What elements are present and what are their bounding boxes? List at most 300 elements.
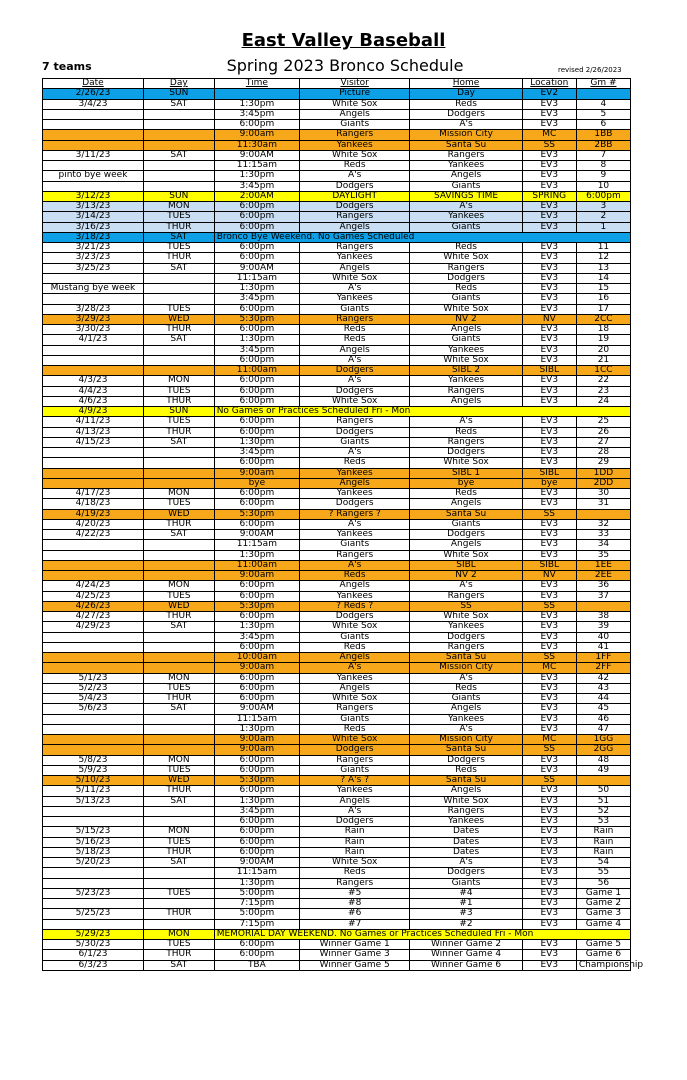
day-cell: SAT	[143, 232, 214, 242]
visitor-cell: Reds	[300, 868, 410, 878]
location-cell: EV3	[522, 448, 576, 458]
visitor-cell: White Sox	[300, 99, 410, 109]
time-cell: 3:45pm	[214, 806, 299, 816]
home-cell: #3	[410, 909, 522, 919]
day-cell: THUR	[143, 694, 214, 704]
home-cell: Reds	[410, 284, 522, 294]
home-cell: A's	[410, 581, 522, 591]
col-header-game-number: Gm #	[576, 79, 630, 89]
game-number-cell: 24	[576, 396, 630, 406]
table-row	[43, 612, 631, 622]
date-cell: 4/24/23	[43, 581, 144, 591]
game-number-cell: 35	[576, 550, 630, 560]
day-cell	[143, 120, 214, 130]
game-number-cell: 28	[576, 448, 630, 458]
home-cell: #4	[410, 888, 522, 898]
time-cell: 6:00pm	[214, 694, 299, 704]
time-cell: 7:15pm	[214, 899, 299, 909]
time-cell: 1:30pm	[214, 724, 299, 734]
visitor-cell: Angels	[300, 653, 410, 663]
day-cell	[143, 140, 214, 150]
visitor-cell: A's	[300, 284, 410, 294]
game-number-cell: Rain	[576, 847, 630, 857]
location-cell: SS	[522, 745, 576, 755]
day-cell: SAT	[143, 437, 214, 447]
location-cell: EV3	[522, 335, 576, 345]
location-cell: SS	[522, 653, 576, 663]
game-number-cell: 1DD	[576, 468, 630, 478]
time-cell: 3:45pm	[214, 448, 299, 458]
date-cell	[43, 273, 144, 283]
game-number-cell: 27	[576, 437, 630, 447]
schedule-subtitle: Spring 2023 Bronco Schedule	[226, 56, 464, 75]
day-cell	[143, 109, 214, 119]
visitor-cell: Angels	[300, 263, 410, 273]
time-cell: 9:00AM	[214, 263, 299, 273]
location-cell: EV3	[522, 222, 576, 232]
day-cell: MON	[143, 673, 214, 683]
visitor-cell: Rangers	[300, 755, 410, 765]
date-cell: 4/6/23	[43, 396, 144, 406]
col-header-home: Home	[410, 79, 522, 89]
visitor-cell: Rangers	[300, 878, 410, 888]
visitor-cell: White Sox	[300, 694, 410, 704]
table-row	[43, 437, 631, 447]
day-cell	[143, 181, 214, 191]
location-cell: SPRING	[522, 191, 576, 201]
day-cell: WED	[143, 314, 214, 324]
date-cell: 4/11/23	[43, 417, 144, 427]
day-cell: MON	[143, 202, 214, 212]
date-cell: 5/4/23	[43, 694, 144, 704]
location-cell: EV3	[522, 109, 576, 119]
table-row	[43, 489, 631, 499]
location-cell: EV3	[522, 806, 576, 816]
date-cell	[43, 724, 144, 734]
visitor-cell: White Sox	[300, 150, 410, 160]
date-cell: 4/25/23	[43, 591, 144, 601]
date-cell: 3/12/23	[43, 191, 144, 201]
home-cell: Reds	[410, 99, 522, 109]
date-cell: 5/8/23	[43, 755, 144, 765]
game-number-cell: 1	[576, 222, 630, 232]
visitor-cell: Angels	[300, 581, 410, 591]
game-number-cell: 55	[576, 868, 630, 878]
location-cell: EV2	[522, 89, 576, 99]
table-row	[43, 335, 631, 345]
table-row	[43, 786, 631, 796]
day-cell	[143, 294, 214, 304]
date-cell	[43, 161, 144, 171]
home-cell: Dodgers	[410, 530, 522, 540]
visitor-cell: Reds	[300, 458, 410, 468]
table-row	[43, 796, 631, 806]
day-cell	[143, 642, 214, 652]
location-cell: EV3	[522, 765, 576, 775]
day-cell: SAT	[143, 960, 214, 970]
day-cell	[143, 345, 214, 355]
location-cell: EV3	[522, 284, 576, 294]
table-row	[43, 755, 631, 765]
table-row	[43, 919, 631, 929]
home-cell: SIBL 2	[410, 366, 522, 376]
visitor-cell: A's	[300, 171, 410, 181]
table-row	[43, 776, 631, 786]
visitor-cell: Giants	[300, 304, 410, 314]
game-number-cell: 44	[576, 694, 630, 704]
date-cell	[43, 560, 144, 570]
home-cell: Winner Game 2	[410, 940, 522, 950]
date-cell: 3/23/23	[43, 253, 144, 263]
visitor-cell: Rangers	[300, 550, 410, 560]
location-cell: EV3	[522, 181, 576, 191]
location-cell: EV3	[522, 960, 576, 970]
table-row	[43, 868, 631, 878]
visitor-cell: ? Reds ?	[300, 601, 410, 611]
game-number-cell: 16	[576, 294, 630, 304]
time-cell: 5:30pm	[214, 314, 299, 324]
day-cell	[143, 724, 214, 734]
location-cell: MC	[522, 663, 576, 673]
game-number-cell: 54	[576, 858, 630, 868]
visitor-cell: Dodgers	[300, 202, 410, 212]
time-cell: 6:00pm	[214, 355, 299, 365]
col-header-date: Date	[43, 79, 144, 89]
home-cell: SS	[410, 601, 522, 611]
game-number-cell: Game 4	[576, 919, 630, 929]
location-cell: EV3	[522, 499, 576, 509]
date-cell	[43, 294, 144, 304]
location-cell: NV	[522, 314, 576, 324]
day-cell: SAT	[143, 150, 214, 160]
table-row	[43, 284, 631, 294]
game-number-cell: 47	[576, 724, 630, 734]
visitor-cell: A's	[300, 376, 410, 386]
location-cell: EV3	[522, 150, 576, 160]
game-number-cell: Game 1	[576, 888, 630, 898]
game-number-cell: 34	[576, 540, 630, 550]
date-cell: 5/15/23	[43, 827, 144, 837]
home-cell: Giants	[410, 335, 522, 345]
col-header-day: Day	[143, 79, 214, 89]
visitor-cell: Yankees	[300, 489, 410, 499]
game-number-cell: 2GG	[576, 745, 630, 755]
home-cell: Giants	[410, 694, 522, 704]
time-cell: 9:00AM	[214, 704, 299, 714]
location-cell: EV3	[522, 796, 576, 806]
date-cell: 4/1/23	[43, 335, 144, 345]
time-cell: 6:00pm	[214, 765, 299, 775]
table-row	[43, 581, 631, 591]
visitor-cell: Giants	[300, 632, 410, 642]
page-title: East Valley Baseball	[241, 30, 446, 51]
home-cell: SIBL 1	[410, 468, 522, 478]
date-cell: 5/30/23	[43, 940, 144, 950]
time-cell: 3:45pm	[214, 109, 299, 119]
time-cell: 5:30pm	[214, 776, 299, 786]
time-cell: 6:00pm	[214, 376, 299, 386]
table-row	[43, 181, 631, 191]
home-cell: A's	[410, 673, 522, 683]
day-cell	[143, 540, 214, 550]
time-cell: 6:00pm	[214, 212, 299, 222]
home-cell: Santa Su	[410, 776, 522, 786]
table-row	[43, 253, 631, 263]
time-cell: 6:00pm	[214, 642, 299, 652]
game-number-cell: 40	[576, 632, 630, 642]
day-cell	[143, 714, 214, 724]
revised-date: revised 2/26/2023	[558, 66, 622, 74]
table-row	[43, 899, 631, 909]
date-cell: 3/16/23	[43, 222, 144, 232]
visitor-cell: White Sox	[300, 735, 410, 745]
day-cell: THUR	[143, 786, 214, 796]
day-cell: SAT	[143, 99, 214, 109]
visitor-cell: ? A's ?	[300, 776, 410, 786]
date-cell: 3/21/23	[43, 243, 144, 253]
location-cell: EV3	[522, 304, 576, 314]
visitor-cell: Rangers	[300, 212, 410, 222]
location-cell: EV3	[522, 673, 576, 683]
home-cell: Rangers	[410, 150, 522, 160]
time-cell: 6:00pm	[214, 427, 299, 437]
time-cell: 11:30am	[214, 140, 299, 150]
time-cell: 3:45pm	[214, 181, 299, 191]
day-cell	[143, 919, 214, 929]
game-number-cell: 2BB	[576, 140, 630, 150]
table-row	[43, 448, 631, 458]
time-cell: 7:15pm	[214, 919, 299, 929]
table-row	[43, 601, 631, 611]
game-number-cell	[576, 89, 630, 99]
time-cell: 9:00AM	[214, 150, 299, 160]
time-cell: 6:00pm	[214, 120, 299, 130]
time-cell: 1:30pm	[214, 550, 299, 560]
game-number-cell: 1BB	[576, 130, 630, 140]
game-number-cell: 23	[576, 386, 630, 396]
location-cell: EV3	[522, 540, 576, 550]
time-cell: 6:00pm	[214, 847, 299, 857]
date-cell: 4/3/23	[43, 376, 144, 386]
visitor-cell: Rain	[300, 847, 410, 857]
day-cell: THUR	[143, 847, 214, 857]
visitor-cell: Dodgers	[300, 499, 410, 509]
time-cell: 11:00am	[214, 560, 299, 570]
home-cell: SIBL	[410, 560, 522, 570]
location-cell: EV3	[522, 417, 576, 427]
table-row	[43, 560, 631, 570]
table-row	[43, 130, 631, 140]
home-cell: Santa Su	[410, 509, 522, 519]
home-cell: White Sox	[410, 253, 522, 263]
game-number-cell	[576, 776, 630, 786]
table-row	[43, 273, 631, 283]
date-cell	[43, 458, 144, 468]
location-cell: EV3	[522, 345, 576, 355]
location-cell: MC	[522, 735, 576, 745]
home-cell: A's	[410, 724, 522, 734]
home-cell: Rangers	[410, 642, 522, 652]
table-row	[43, 591, 631, 601]
time-cell: 6:00pm	[214, 222, 299, 232]
date-cell	[43, 140, 144, 150]
time-cell: 6:00pm	[214, 325, 299, 335]
date-cell: 4/27/23	[43, 612, 144, 622]
day-cell: THUR	[143, 325, 214, 335]
visitor-cell: Yankees	[300, 294, 410, 304]
game-number-cell: 9	[576, 171, 630, 181]
table-row	[43, 407, 631, 417]
table-row	[43, 355, 631, 365]
location-cell: SS	[522, 776, 576, 786]
game-number-cell: 38	[576, 612, 630, 622]
home-cell: Dates	[410, 837, 522, 847]
game-number-cell: Rain	[576, 827, 630, 837]
home-cell: Rangers	[410, 437, 522, 447]
home-cell: Giants	[410, 181, 522, 191]
visitor-cell: Reds	[300, 161, 410, 171]
game-number-cell: 17	[576, 304, 630, 314]
visitor-cell: Winner Game 1	[300, 940, 410, 950]
date-cell	[43, 478, 144, 488]
home-cell: Angels	[410, 540, 522, 550]
date-cell: 5/6/23	[43, 704, 144, 714]
day-cell: WED	[143, 776, 214, 786]
date-cell: 4/9/23	[43, 407, 144, 417]
date-cell	[43, 735, 144, 745]
time-cell: 9:00AM	[214, 530, 299, 540]
day-cell: TUES	[143, 212, 214, 222]
date-cell	[43, 130, 144, 140]
location-cell: SIBL	[522, 560, 576, 570]
game-number-cell: Championship	[576, 960, 630, 970]
visitor-cell: A's	[300, 560, 410, 570]
table-row	[43, 704, 631, 714]
date-cell: 3/14/23	[43, 212, 144, 222]
table-row	[43, 745, 631, 755]
location-cell: EV3	[522, 878, 576, 888]
location-cell: EV3	[522, 489, 576, 499]
date-cell	[43, 745, 144, 755]
date-cell: 5/2/23	[43, 683, 144, 693]
visitor-cell: A's	[300, 355, 410, 365]
date-cell	[43, 632, 144, 642]
date-cell	[43, 642, 144, 652]
home-cell: Mission City	[410, 130, 522, 140]
time-cell: 6:00pm	[214, 940, 299, 950]
location-cell: EV3	[522, 950, 576, 960]
day-cell	[143, 468, 214, 478]
visitor-cell: Dodgers	[300, 745, 410, 755]
home-cell: Angels	[410, 396, 522, 406]
visitor-cell: #8	[300, 899, 410, 909]
time-cell: 6:00pm	[214, 386, 299, 396]
date-cell	[43, 878, 144, 888]
day-cell	[143, 130, 214, 140]
time-cell: 11:15am	[214, 273, 299, 283]
game-number-cell: 4	[576, 99, 630, 109]
day-cell: MON	[143, 755, 214, 765]
visitor-cell: Yankees	[300, 673, 410, 683]
date-cell	[43, 663, 144, 673]
day-cell: SAT	[143, 858, 214, 868]
table-row	[43, 929, 631, 939]
location-cell: EV3	[522, 263, 576, 273]
date-cell: 5/10/23	[43, 776, 144, 786]
home-cell: Rangers	[410, 806, 522, 816]
home-cell: A's	[410, 858, 522, 868]
date-cell: 4/18/23	[43, 499, 144, 509]
table-row	[43, 724, 631, 734]
time-cell: 6:00pm	[214, 304, 299, 314]
day-cell: SAT	[143, 530, 214, 540]
day-cell: MON	[143, 827, 214, 837]
game-number-cell: 43	[576, 683, 630, 693]
visitor-cell: Dodgers	[300, 817, 410, 827]
home-cell: Giants	[410, 222, 522, 232]
location-cell: EV3	[522, 355, 576, 365]
home-cell: Yankees	[410, 817, 522, 827]
time-cell: 1:30pm	[214, 99, 299, 109]
game-number-cell: 2DD	[576, 478, 630, 488]
location-cell: MC	[522, 130, 576, 140]
day-cell	[143, 878, 214, 888]
location-cell: SS	[522, 509, 576, 519]
location-cell: EV3	[522, 827, 576, 837]
day-cell: SAT	[143, 335, 214, 345]
game-number-cell: 51	[576, 796, 630, 806]
home-cell: Reds	[410, 243, 522, 253]
table-row	[43, 694, 631, 704]
game-number-cell: 7	[576, 150, 630, 160]
game-number-cell: 48	[576, 755, 630, 765]
game-number-cell: Game 6	[576, 950, 630, 960]
day-cell: SUN	[143, 89, 214, 99]
location-cell: EV3	[522, 120, 576, 130]
game-number-cell: 11	[576, 243, 630, 253]
table-row	[43, 232, 631, 242]
date-cell: 3/18/23	[43, 232, 144, 242]
home-cell: A's	[410, 417, 522, 427]
home-cell: Giants	[410, 519, 522, 529]
table-row	[43, 150, 631, 160]
home-cell: Dodgers	[410, 755, 522, 765]
table-row	[43, 120, 631, 130]
table-row	[43, 642, 631, 652]
visitor-cell: #7	[300, 919, 410, 929]
day-cell: WED	[143, 601, 214, 611]
day-cell	[143, 663, 214, 673]
time-cell: 9:00am	[214, 745, 299, 755]
date-cell: 3/29/23	[43, 314, 144, 324]
date-cell: 5/16/23	[43, 837, 144, 847]
date-cell: 2/26/23	[43, 89, 144, 99]
time-cell: 1:30pm	[214, 878, 299, 888]
table-row	[43, 376, 631, 386]
home-cell: Reds	[410, 765, 522, 775]
time-cell: 1:30pm	[214, 335, 299, 345]
date-cell: 4/22/23	[43, 530, 144, 540]
home-cell: Santa Su	[410, 745, 522, 755]
game-number-cell: 25	[576, 417, 630, 427]
location-cell: EV3	[522, 530, 576, 540]
home-cell: Mission City	[410, 663, 522, 673]
time-cell: bye	[214, 478, 299, 488]
date-cell	[43, 919, 144, 929]
visitor-cell: Reds	[300, 335, 410, 345]
schedule-table	[42, 78, 644, 971]
day-cell: THUR	[143, 253, 214, 263]
